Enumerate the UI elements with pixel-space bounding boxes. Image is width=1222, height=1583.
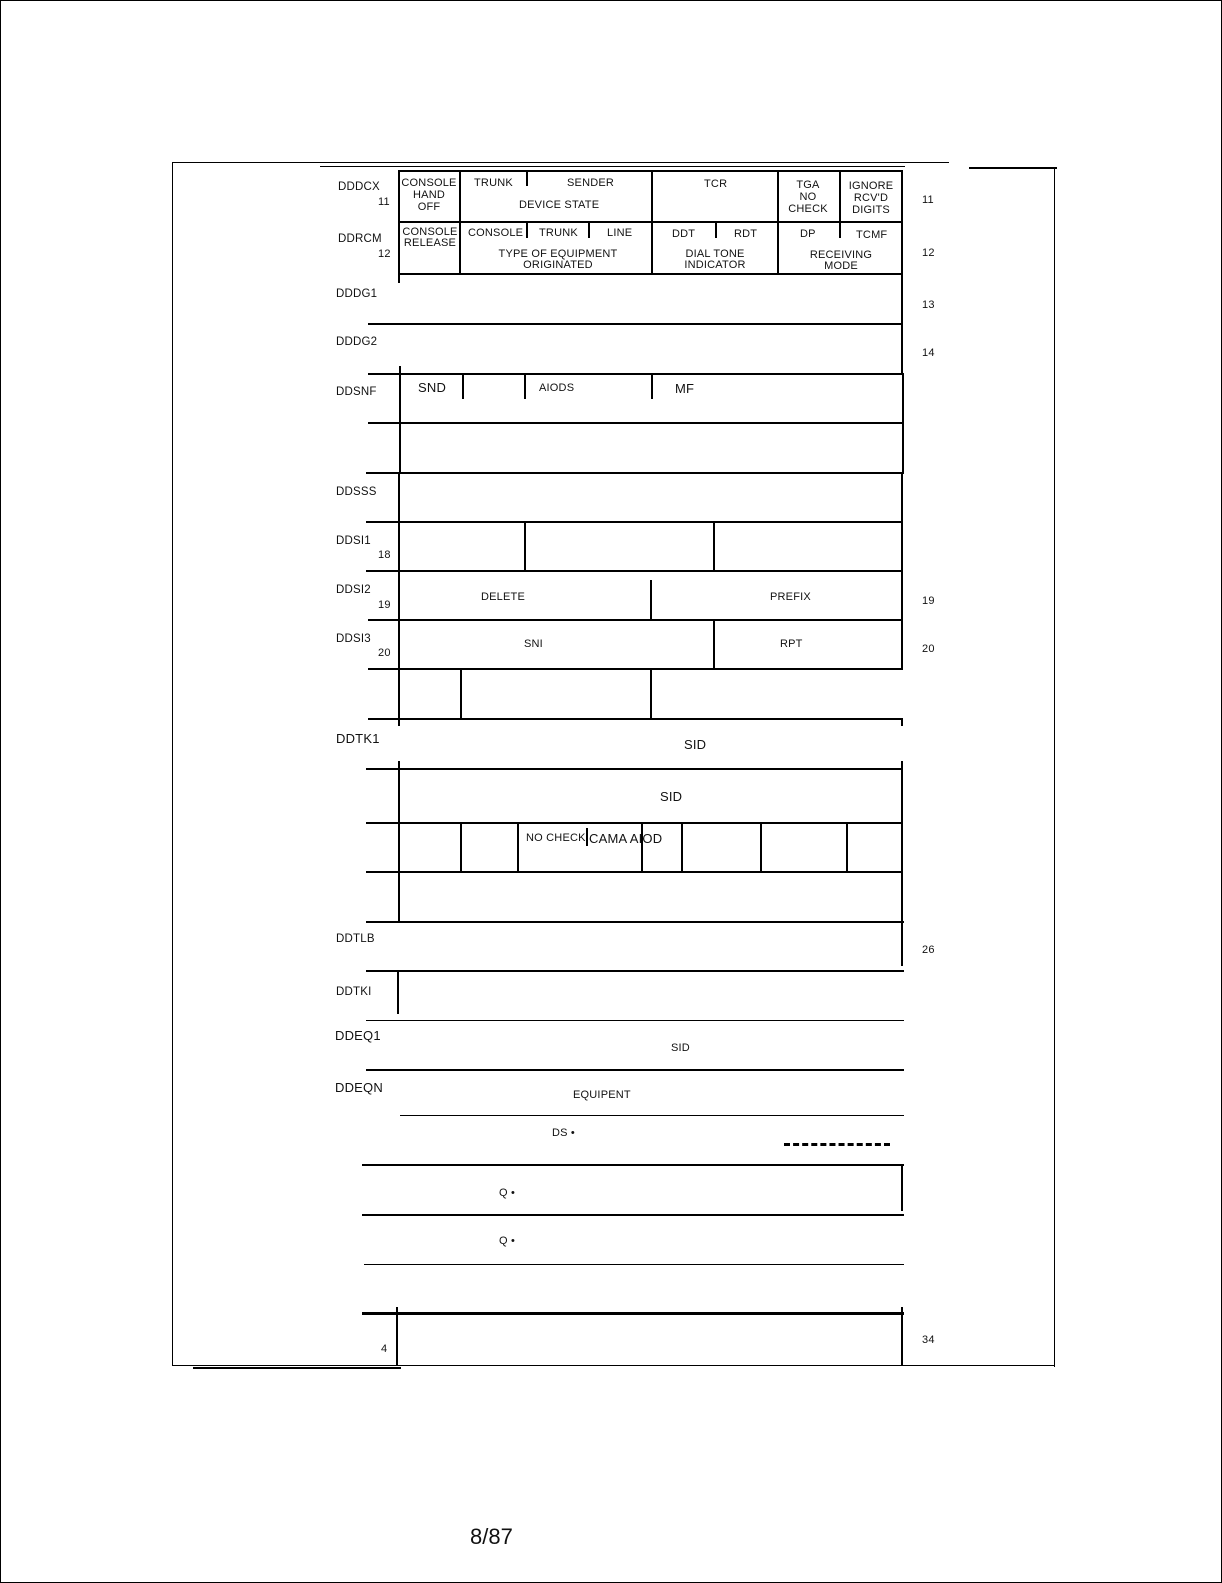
field-prefix: PREFIX [770,591,811,603]
field-q1: Q • [499,1187,516,1199]
field-trunk-orig: TRUNK [539,227,578,239]
dashed-line [784,1143,890,1146]
row-label-ddsnf: DDSNF [336,386,377,398]
field-sid-ddtk1-2: SID [660,789,683,804]
field-aiods: AIODS [539,382,575,394]
right-number-dddg2: 14 [922,347,935,359]
field-rdt: RDT [734,228,758,240]
row-label-ddsi1: DDSI1 [336,535,371,547]
field-console: CONSOLE [468,227,524,239]
field-console-release: CONSOLE RELEASE [402,226,458,249]
field-mf: MF [675,381,695,396]
row-number-ddsi3: 20 [378,647,391,659]
row-label-ddsss: DDSSS [336,486,377,498]
field-delete: DELETE [481,591,525,603]
field-ds: DS • [552,1127,575,1139]
field-type-of-equipment: TYPE OF EQUIPMENT ORIGINATED [498,248,618,271]
right-number-last: 34 [922,1334,935,1346]
row-label-dddg1: DDDG1 [336,288,378,300]
field-sid-ddtk1: SID [684,737,707,752]
field-dp: DP [800,228,816,240]
field-tga-no-check: TGA NO CHECK [788,179,828,215]
row-number-ddsi2: 19 [378,599,391,611]
field-trunk: TRUNK [474,177,513,189]
field-cama-aiod: CAMA AIOD [589,831,663,846]
field-q2: Q • [499,1235,516,1247]
right-number-ddtlb: 26 [922,944,935,956]
field-ignore-rcvd-digits: IGNORE RCV'D DIGITS [848,180,894,216]
right-number-ddsi3: 20 [922,643,935,655]
field-sid-ddeq1: SID [671,1042,690,1054]
right-number-dddg1: 13 [922,299,935,311]
field-snd: SND [418,380,447,395]
field-tcmf: TCMF [856,229,888,241]
row-label-ddeqn: DDEQN [335,1080,383,1095]
field-sni: SNI [524,638,543,650]
row-label-ddtk1: DDTK1 [336,731,380,746]
right-number-ddsi2: 19 [922,595,935,607]
field-equipent: EQUIPENT [573,1089,631,1101]
page-number: 8/87 [470,1524,513,1549]
row-number-last: 4 [381,1343,388,1355]
field-line: LINE [607,227,633,239]
right-number-ddrcm: 12 [922,247,935,259]
field-receiving-mode: RECEIVING MODE [809,249,873,272]
field-sender: SENDER [567,177,615,189]
field-ddt: DDT [672,228,696,240]
row-label-ddsi2: DDSI2 [336,584,371,596]
row-number-ddsi1: 18 [378,549,391,561]
field-tcr: TCR [704,178,728,190]
field-rpt: RPT [780,638,803,650]
field-console-hand-off: CONSOLE HAND OFF [401,177,457,213]
row-label-dddcx: DDDCX [338,181,380,193]
field-device-state: DEVICE STATE [519,199,600,211]
field-dial-tone-indicator: DIAL TONE INDICATOR [684,248,746,271]
row-label-ddtki: DDTKI [336,986,372,998]
row-label-ddeq1: DDEQ1 [335,1028,381,1043]
row-label-ddsi3: DDSI3 [336,633,371,645]
row-label-dddg2: DDDG2 [336,336,378,348]
right-number-dddcx: 11 [922,194,934,206]
row-label-ddrcm: DDRCM [338,233,382,245]
row-number-dddcx: 11 [378,196,390,208]
row-number-ddrcm: 12 [378,248,391,260]
field-no-check: NO CHECK [526,832,586,844]
row-label-ddtlb: DDTLB [336,933,375,945]
